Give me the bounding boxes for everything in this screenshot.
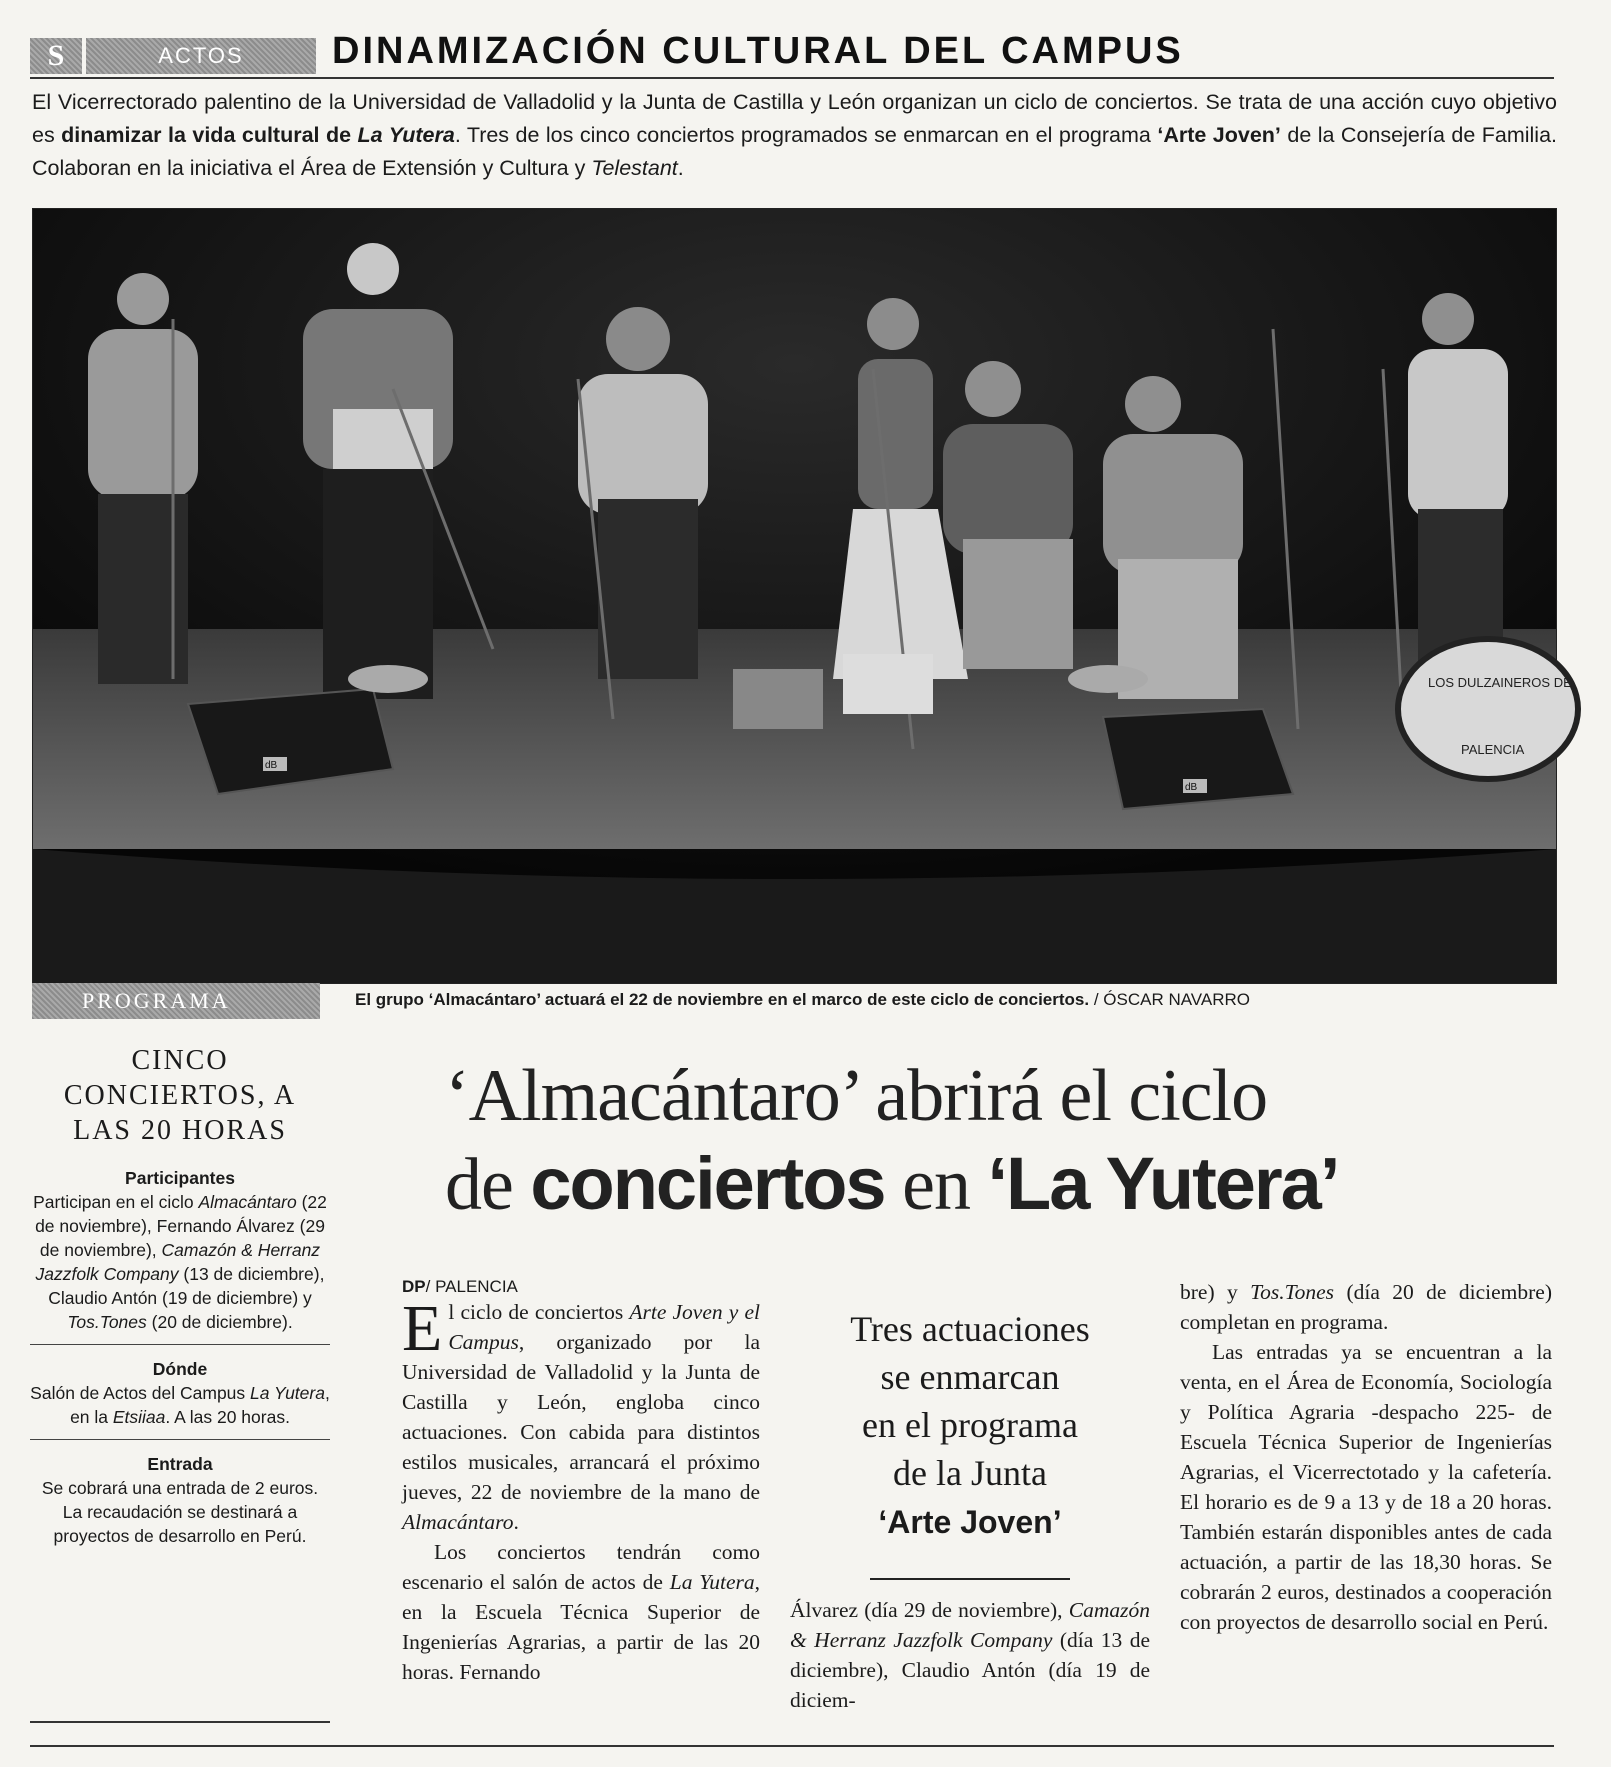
header-divider [30,77,1554,79]
section-tag: ACTOS [86,38,316,74]
programa-tag: PROGRAMA [32,983,320,1019]
article-column-1: DP/ PALENCIA El ciclo de conciertos Arte Joven y el Campus, organizado por la Universidad de Valladolid y la Junta de Castilla y León, engloba cinco actuaciones. Con cabida para distintos estilos musicales, arrancará el próximo jueves, 22 de noviembre de la mano de Almacántaro. Los conciertos tendrán como escenario el salón de actos de La Yutera, en la Escuela Técnica Superior de Ingenierías Agrarias, a partir de las 20 horas. Fernando [402,1277,761,1684]
photo-caption: El grupo ‘Almacántaro’ actuará el 22 de noviembre en el marco de este ciclo de conciertos. / ÓSCAR NAVARRO [355,990,1251,1009]
concert-photo-illustration [33,209,1572,983]
article-column-2: Álvarez (día 29 de noviembre), Camazón & Herranz Jazzfolk Company (día 13 de diciembre), Claudio Antón (día 19 de diciem- [790,1598,1150,1712]
entrada-heading: Entrada [147,1454,213,1474]
article-column-3: bre) y Tos.Tones (día 20 de diciembre) completan en programa. Las entradas ya se encuentran a la venta, en el Área de Economía, Sociología y Política Agraria -despacho 225- de Escuela Técnica Superior de Ingenierías Agrarias, el Vicerrectotado y la cafetería. El horario es de 9 a 13 y de 18 a 20 horas. También estarán disponibles antes de cada actuación, a partir de las 18,30 horas. Se cobrarán 2 euros, destinados a cooperación con proyectos de desarrollo social en Perú. [1180,1280,1552,1634]
concert-photo [32,208,1572,984]
intro-paragraph: El Vicerrectorado palentino de la Universidad de Valladolid y la Junta de Castilla y León organizan un ciclo de conciertos. Se trata de una acción cuyo objetivo es dinamizar la vida cultural de La Yutera. Tres de los cinco conciertos programados se enmarcan en el programa ‘Arte Joven’ de la Consejería de Familia. Colaboran en la iniciativa el Área de Extensión y Cultura y Telestant. [32,90,1557,180]
section-mark: S [30,38,82,74]
participantes-heading: Participantes [125,1168,235,1188]
pull-quote: Tres actuaciones se enmarcan en el programa de la Junta ‘Arte Joven’ [850,1309,1090,1540]
donde-text: Salón de Actos del Campus La Yutera, en la Etsiiaa. A las 20 horas. [30,1383,330,1427]
participantes-text: Participan en el ciclo Almacántaro (22 de noviembre), Fernando Álvarez (29 de noviembre), Camazón & Herranz Jazzfolk Company (13 de diciembre), Claudio Antón (19 de diciembre) y Tos.Tones (20 de diciembre). [33,1192,327,1332]
drum-text-bottom: PALENCIA [1461,742,1525,757]
speaker-logo-right: dB [1185,782,1198,793]
speaker-logo-left: dB [265,760,278,771]
sidebar-bottom-divider [30,1721,330,1723]
sidebar-programa [30,1043,330,1548]
page-bottom-divider [30,1745,1554,1747]
byline: DP/ PALENCIA [402,1277,518,1296]
pull-quote-divider [870,1578,1070,1580]
entrada-text: Se cobrará una entrada de 2 euros. La recaudación se destinará a proyectos de desarrollo en Perú. [41,1478,319,1546]
article-headline: ‘Almacántaro’ abrirá el ciclo de conciertos en ‘La Yutera’ [445,1055,1339,1226]
drum-text-top: LOS DULZAINEROS DE [1428,675,1572,690]
donde-heading: Dónde [152,1359,208,1379]
drop-cap: E [402,1292,443,1365]
page-title: DINAMIZACIÓN CULTURAL DEL CAMPUS [332,30,1184,72]
sidebar-title: CINCO CONCIERTOS, A LAS 20 HORAS [63,1045,297,1146]
sidebar-divider [30,1344,330,1345]
sidebar-divider [30,1439,330,1440]
